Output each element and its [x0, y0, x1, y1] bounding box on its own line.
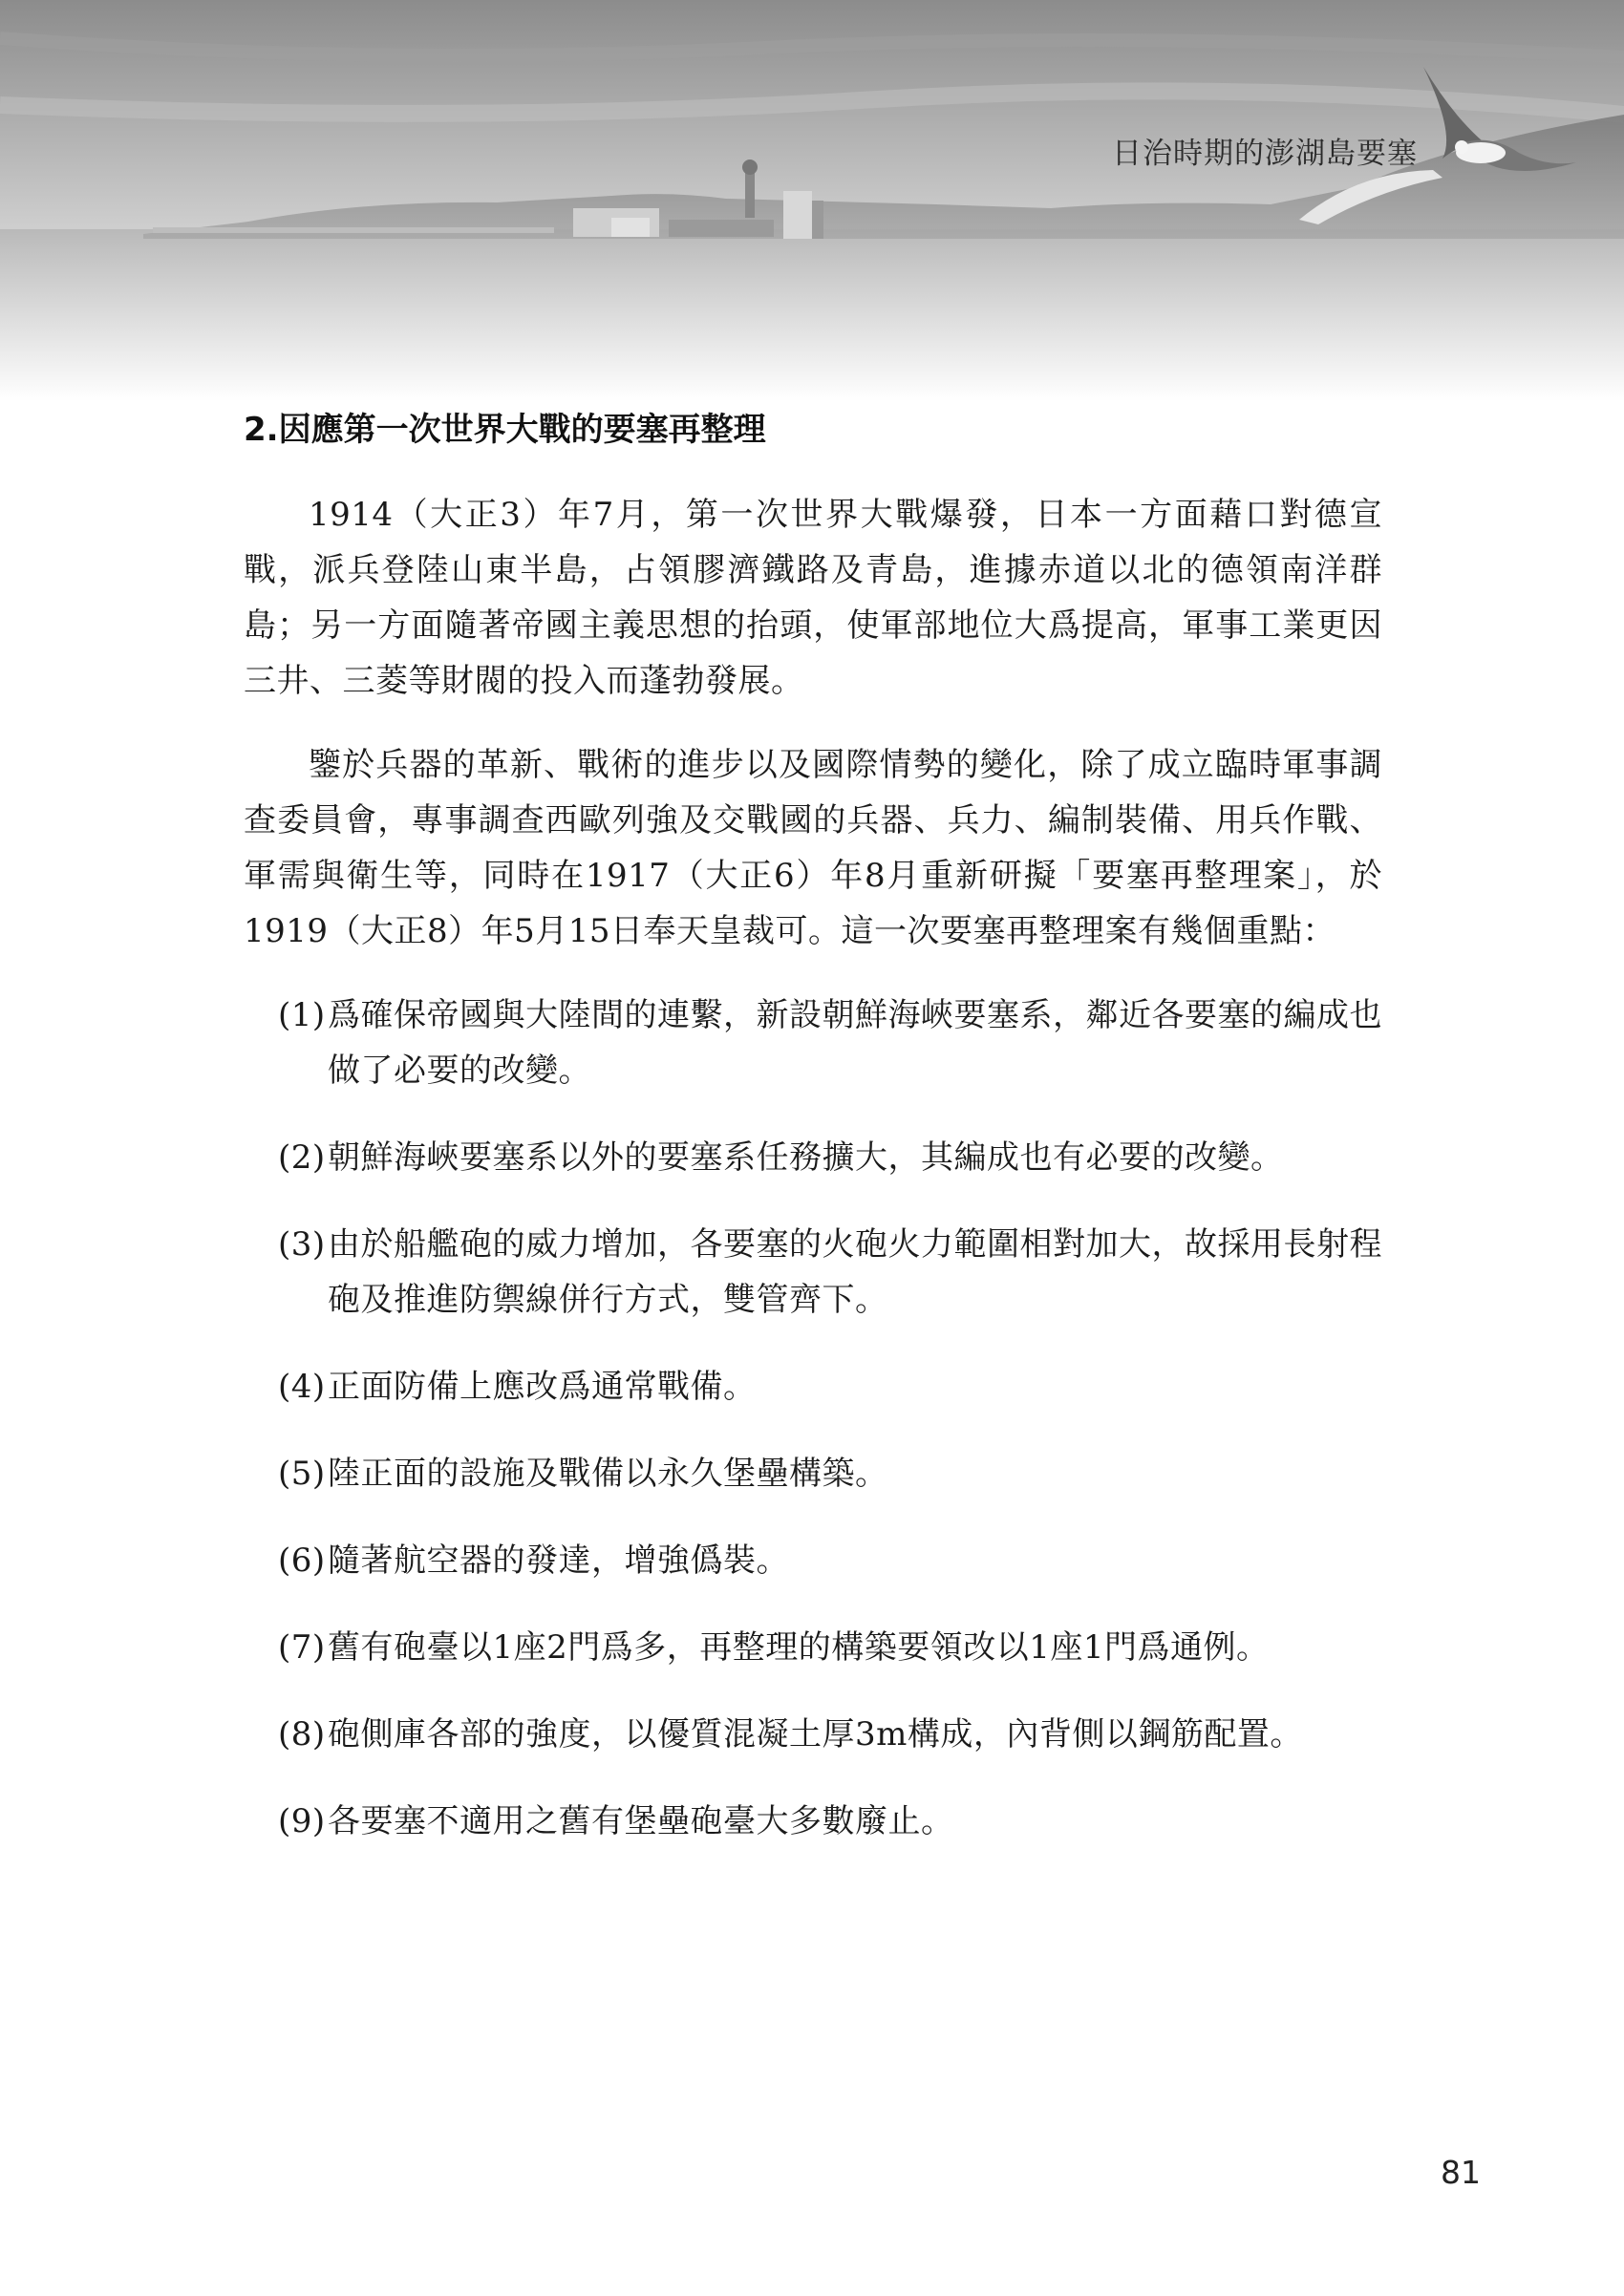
list-item-text: 砲側庫各部的強度，以優質混凝土厚3m構成，內背側以鋼筋配置。: [328, 1715, 1303, 1754]
list-item: [278, 1446, 1382, 1501]
list-item-text: 隨著航空器的發達，增強僞裝。: [328, 1541, 789, 1580]
list-item-number: (3): [278, 1225, 326, 1264]
list-item: [278, 1794, 1382, 1849]
list-item-number: (4): [278, 1368, 326, 1406]
list-item-number: (1): [278, 996, 326, 1034]
list-item-number: (6): [278, 1541, 326, 1580]
list-item-number: (7): [278, 1628, 326, 1667]
list-item-text: 正面防備上應改爲通常戰備。: [328, 1368, 757, 1406]
list-item-text: 陸正面的設施及戰備以永久堡壘構築。: [328, 1455, 888, 1493]
list-item-number: (2): [278, 1138, 326, 1177]
list-item-text: 朝鮮海峽要塞系以外的要塞系任務擴大，其編成也有必要的改變。: [328, 1138, 1284, 1177]
key-points-list: [244, 988, 1382, 1849]
list-item: [278, 1217, 1382, 1328]
main-content: [244, 401, 1382, 1881]
list-item-text: 舊有砲臺以1座2門爲多，再整理的構築要領改以1座1門爲通例。: [328, 1628, 1270, 1667]
paragraph: 鑒於兵器的革新、戰術的進步以及國際情勢的變化，除了成立臨時軍事調查委員會，專事調查西歐列強及交戰國的兵器、兵力、編制裝備、用兵作戰、軍需與衛生等，同時在1917（大正6）年8月重新研擬「要塞再整理案」，於1919（大正8）年5月15日奉天皇裁可。這一次要塞再整理案有幾個重點：: [244, 746, 1382, 950]
section-heading: 2.因應第一次世界大戰的要塞再整理: [244, 411, 766, 449]
list-item: [278, 1707, 1382, 1762]
list-item: [278, 988, 1382, 1098]
paragraph: 1914（大正3）年7月，第一次世界大戰爆發，日本一方面藉口對德宣戰，派兵登陸山東半島，占領膠濟鐵路及青島，進據赤道以北的德領南洋群島；另一方面隨著帝國主義思想的抬頭，使軍部地位大爲提高，軍事工業更因三井、三菱等財閥的投入而蓬勃發展。: [244, 496, 1382, 700]
header-banner-photo: [0, 0, 1624, 401]
coastal-landscape-image: [0, 0, 1624, 401]
list-item: [278, 1533, 1382, 1588]
list-item-number: (9): [278, 1802, 326, 1840]
list-item-text: 由於船艦砲的威力增加，各要塞的火砲火力範圍相對加大，故採用長射程砲及推進防禦線併行方式，雙管齊下。: [328, 1225, 1382, 1319]
running-title: 日治時期的澎湖島要塞: [1112, 137, 1418, 171]
list-item: [278, 1130, 1382, 1185]
list-item-text: 爲確保帝國與大陸間的連繫，新設朝鮮海峽要塞系，鄰近各要塞的編成也做了必要的改變。: [328, 996, 1382, 1090]
list-item: [278, 1620, 1382, 1675]
list-item-number: (8): [278, 1715, 326, 1754]
list-item: [278, 1359, 1382, 1414]
list-item-text: 各要塞不適用之舊有堡壘砲臺大多數廢止。: [328, 1802, 954, 1840]
page-number: 81: [1441, 2154, 1481, 2191]
list-item-number: (5): [278, 1455, 326, 1493]
